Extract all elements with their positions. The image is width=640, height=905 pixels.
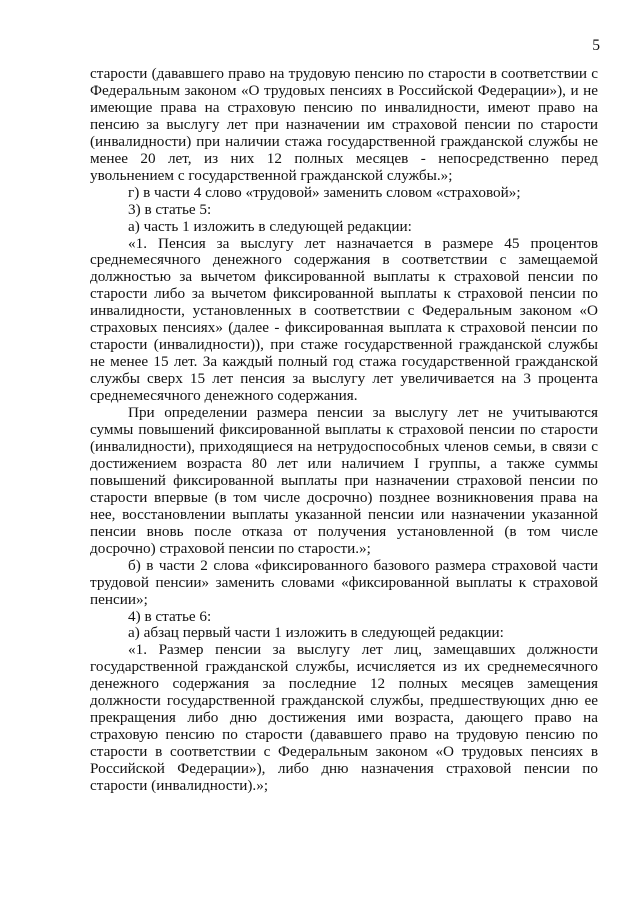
paragraph: 4) в статье 6:	[128, 607, 212, 625]
paragraph: старости (дававшего право на трудовую пенсию по старости в соответствии с Федеральным законом «О трудовых пенсиях в Российской Федерации»), и не имеющие права на страховую пенсию по инвалидности, имеют право на пенсию за выслугу лет при назначении им страховой пенсии по старости (инвалидности) при наличии стажа государственной гражданской службы не менее 20 лет, из них 12 полных месяцев - непосредственно перед увольнением с государственной гражданской службы.»;	[90, 65, 598, 184]
document-body	[90, 66, 598, 795]
paragraph: 3) в статье 5:	[128, 200, 212, 218]
paragraph: г) в части 4 слово «трудовой» заменить словом «страховой»;	[128, 183, 521, 201]
paragraph: а) абзац первый части 1 изложить в следующей редакции:	[128, 624, 504, 642]
paragraph: При определении размера пенсии за выслугу лет не учитываются суммы повышений фиксированной выплаты к страховой пенсии по старости (инвалидности), приходящиеся на нетрудоспособных членов семьи, в связи с достижением возраста 80 лет или наличием I группы, а также суммы повышений фиксированной выплаты при назначении страховой пенсии по старости впервые (в том числе досрочно) позднее возникновения права на нее, восстановлении выплаты указанной пенсии или назначении указанной пенсии вновь после отказа от получения установленной (в том числе досрочно) страховой пенсии по старости.»;	[90, 404, 598, 557]
paragraph: б) в части 2 слова «фиксированного базового размера страховой части трудовой пенсии» заменить словами «фиксированной выплаты к страховой пенсии»;	[90, 556, 598, 608]
paragraph: «1. Пенсия за выслугу лет назначается в размере 45 процентов среднемесячного денежного содержания в соответствии с замещаемой должностью за вычетом фиксированной выплаты к страховой пенсии по старости либо за вычетом фиксированной выплаты к страховой пенсии по инвалидности, установленных в соответствии с Федеральным законом «О страховых пенсиях» (далее - фиксированная выплата к страховой пенсии по старости (инвалидности)), при стаже государственной гражданской службы не менее 15 лет. За каждый полный год стажа государственной гражданской службы сверх 15 лет пенсия за выслугу лет увеличивается на 3 процента среднемесячного денежного содержания.	[90, 234, 598, 405]
paragraph: а) часть 1 изложить в следующей редакции:	[128, 217, 412, 235]
page-number: 5	[592, 37, 600, 54]
paragraph: «1. Размер пенсии за выслугу лет лиц, замещавших должности государственной гражданской службы, исчисляется из их среднемесячного денежного содержания за последние 12 полных месяцев замещения должности государственной гражданской службы, предшествующих дню ее прекращения либо дню достижения ими возраста, дающего право на страховую пенсию по старости (дававшего право на трудовую пенсию по старости в соответствии с Федеральным законом «О трудовых пенсиях в Российской Федерации»), либо дню назначения страховой пенсии по старости (инвалидности).»;	[90, 641, 598, 795]
